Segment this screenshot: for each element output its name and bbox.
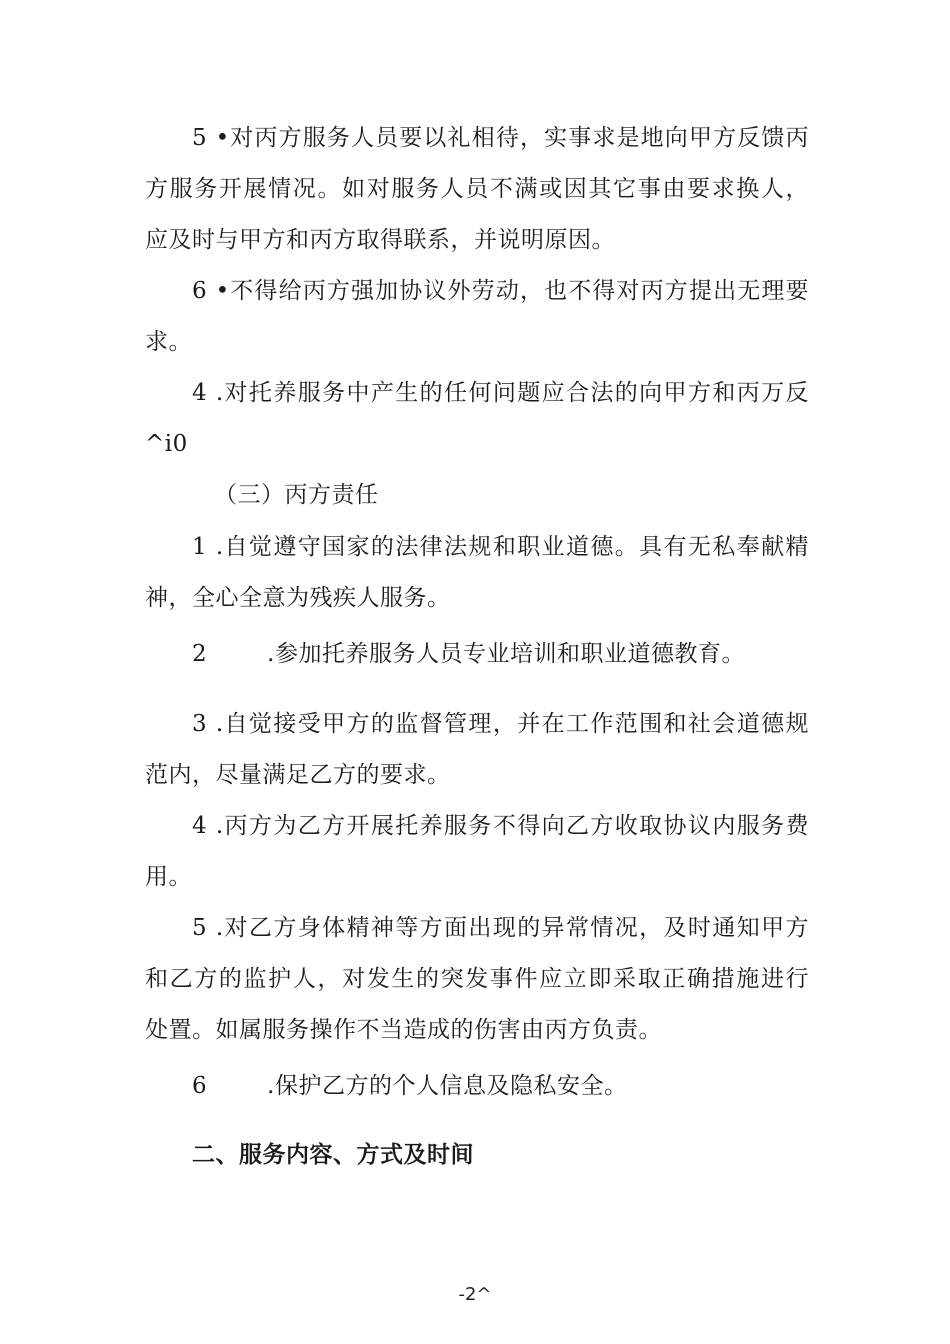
- item-text: .参加托养服务人员专业培训和职业道德教育。: [267, 641, 745, 667]
- paragraph-line: [192, 1071, 627, 1101]
- paragraph-line: 3 .自觉接受甲方的监督管理，并在工作范围和社会道德规: [192, 711, 809, 737]
- page-number: -2^: [458, 1284, 492, 1305]
- item-number: 6: [192, 1073, 208, 1099]
- paragraph-line: 和乙方的监护人，对发生的突发事件应立即采取正确措施进行: [145, 966, 809, 992]
- paragraph-line: 方服务开展情况。如对服务人员不满或因其它事由要求换人，: [145, 176, 809, 202]
- paragraph-line: 5 •对丙方服务人员要以礼相待，实事求是地向甲方反馈丙: [192, 125, 809, 151]
- section-subheading: （三）丙方责任: [214, 482, 379, 508]
- paragraph-line: 1 .自觉遵守国家的法律法规和职业道德。具有无私奉献精: [192, 534, 809, 560]
- paragraph-line: 应及时与甲方和丙方取得联系，并说明原因。: [145, 227, 615, 253]
- paragraph-line: 5 .对乙方身体精神等方面出现的异常情况，及时通知甲方: [192, 915, 809, 941]
- paragraph-line: 范内，尽量满足乙方的要求。: [145, 762, 451, 788]
- paragraph-line: 求。: [145, 329, 192, 355]
- item-number: 2: [192, 641, 208, 667]
- paragraph-line: 6 •不得给丙方强加协议外劳动，也不得对丙方提出无理要: [192, 278, 809, 304]
- paragraph-line: 4 .丙方为乙方开展托养服务不得向乙方收取协议内服务费: [192, 813, 809, 839]
- section-heading: 二、服务内容、方式及时间: [192, 1142, 474, 1168]
- paragraph-line: 4 .对托养服务中产生的任何问题应合法的向甲方和丙万反: [192, 380, 809, 406]
- paragraph-line: 处置。如属服务操作不当造成的伤害由丙方负责。: [145, 1017, 662, 1043]
- paragraph-line: 用。: [145, 864, 192, 890]
- paragraph-line: [192, 639, 745, 669]
- paragraph-line: 神，全心全意为残疾人服务。: [145, 585, 451, 611]
- item-text: .保护乙方的个人信息及隐私安全。: [267, 1073, 628, 1099]
- paragraph-line: ^i0: [145, 431, 188, 457]
